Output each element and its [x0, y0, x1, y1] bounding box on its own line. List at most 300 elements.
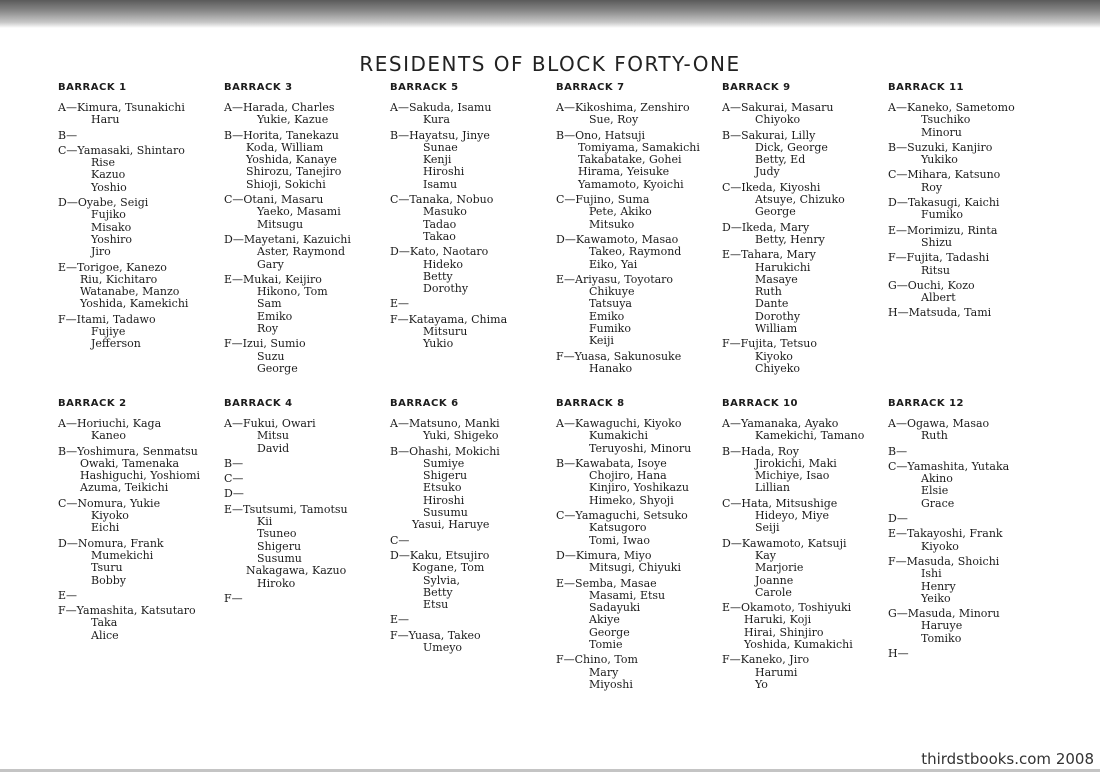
- apartment-entry: [58, 102, 224, 127]
- resident-name: Ishi: [921, 567, 942, 581]
- resident-name: Sam: [257, 297, 282, 311]
- apartment-head-name: D—Nomura, Frank: [58, 536, 164, 550]
- resident-name: Yoshida, Kumakichi: [744, 638, 853, 652]
- resident-name: David: [257, 441, 290, 455]
- resident-name: Tadao: [423, 217, 457, 231]
- resident-name: Hiroshi: [423, 165, 465, 179]
- resident-name: Miyoshi: [589, 677, 633, 691]
- apartment-head-name: A—Kaneko, Sametomo: [888, 101, 1015, 114]
- apartment-head-name: D—Kawamoto, Katsuji: [722, 536, 847, 550]
- resident-name: Azuma, Teikichi: [80, 481, 169, 495]
- resident-name: Atsuye, Chizuko: [755, 193, 845, 207]
- apartment-head-name: F—: [224, 591, 243, 605]
- resident-name: Sue, Roy: [589, 113, 639, 127]
- apartment-head-name: E—: [58, 588, 78, 602]
- barrack-column: [556, 398, 722, 728]
- apartment-entry: [58, 590, 224, 602]
- resident-name: Kazuo: [91, 168, 126, 182]
- apartment-entry: [224, 194, 390, 231]
- resident-name: Henry: [921, 579, 956, 593]
- resident-name: Kiyoko: [755, 349, 793, 363]
- apartment-head-name: F—Izui, Sumio: [224, 337, 306, 351]
- resident-name: Emiko: [257, 309, 293, 323]
- resident-name: Albert: [921, 291, 956, 305]
- resident-name: Teruyoshi, Minoru: [589, 441, 692, 455]
- apartment-entry: [888, 280, 1054, 305]
- apartment-head-name: C—: [390, 533, 410, 547]
- apartment-entry: [722, 446, 888, 495]
- resident-name: Nakagawa, Kazuo: [246, 564, 347, 578]
- apartment-head-name: D—: [224, 487, 244, 501]
- apartment-entry: [722, 130, 888, 179]
- apartment-entry: [58, 197, 224, 258]
- resident-name: Mary: [589, 665, 619, 679]
- apartment-entry: [390, 194, 556, 243]
- resident-name: Hanako: [589, 361, 633, 375]
- resident-name: Alice: [91, 628, 119, 642]
- resident-name: Jiro: [91, 245, 111, 259]
- resident-name: Tomiko: [921, 631, 962, 645]
- apartment-entry: [888, 608, 1054, 645]
- barrack-heading: BARRACK 1: [58, 82, 127, 93]
- apartment-head-name: F—Kaneko, Jiro: [722, 653, 810, 667]
- apartment-head-name: F—Katayama, Chima: [390, 312, 508, 326]
- apartment-entry: [888, 461, 1054, 510]
- apartment-head-name: E—Takayoshi, Frank: [888, 527, 1003, 541]
- resident-name: Roy: [921, 180, 943, 194]
- resident-name: Ruth: [755, 285, 782, 299]
- apartment-head-name: C—Yamashita, Yutaka: [888, 459, 1010, 473]
- resident-name: Dante: [755, 297, 789, 311]
- page-title: RESIDENTS OF BLOCK FORTY-ONE: [359, 52, 741, 76]
- resident-name: Watanabe, Manzo: [80, 285, 180, 299]
- resident-name: Tomie: [589, 638, 623, 652]
- apartment-head-name: D—Kato, Naotaro: [390, 245, 489, 259]
- resident-name: Etsu: [423, 598, 449, 612]
- barrack-heading: BARRACK 3: [224, 82, 293, 93]
- apartment-entry: [556, 510, 722, 547]
- apartment-head-name: C—Yamasaki, Shintaro: [58, 143, 185, 157]
- resident-name: Himeko, Shyoji: [589, 493, 674, 507]
- apartment-entry: [556, 418, 722, 455]
- resident-name: Shirozu, Tanejiro: [246, 165, 342, 179]
- apartment-entry: [888, 556, 1054, 605]
- apartment-entry: [722, 654, 888, 691]
- apartment-head-name: C—Nomura, Yukie: [58, 496, 161, 510]
- apartment-head-name: F—Yuasa, Takeo: [390, 628, 481, 642]
- apartment-head-name: D—: [888, 512, 908, 526]
- apartment-head-name: F—Yuasa, Sakunosuke: [556, 349, 682, 363]
- resident-name: Isamu: [423, 177, 458, 191]
- resident-name: Harukichi: [755, 260, 811, 274]
- apartment-entry: [390, 614, 556, 626]
- apartment-head-name: H—Matsuda, Tami: [888, 306, 992, 320]
- apartment-entry: [556, 654, 722, 691]
- resident-name: Kamekichi, Tamano: [755, 429, 865, 443]
- apartment-entry: [58, 262, 224, 311]
- apartment-entry: [390, 418, 556, 443]
- resident-name: Haruki, Koji: [744, 613, 812, 627]
- resident-name: Owaki, Tamenaka: [80, 456, 180, 470]
- apartment-head-name: B—Sakurai, Lilly: [722, 128, 816, 142]
- barrack-heading: BARRACK 11: [888, 82, 964, 93]
- apartment-head-name: G—Masuda, Minoru: [888, 607, 1000, 621]
- resident-name: Hiroko: [257, 576, 296, 590]
- apartment-head-name: D—Ikeda, Mary: [722, 220, 810, 234]
- resident-name: Tatsuya: [589, 297, 632, 311]
- apartment-head-name: B—Hada, Roy: [722, 444, 799, 458]
- barrack-column: [722, 398, 888, 728]
- resident-name: Joanne: [755, 573, 794, 587]
- resident-name: Sadayuki: [589, 601, 641, 615]
- resident-name: Gary: [257, 257, 284, 271]
- resident-name: Dorothy: [755, 309, 801, 323]
- resident-name: Hashiguchi, Yoshiomi: [80, 469, 201, 483]
- barrack-heading: BARRACK 7: [556, 82, 625, 93]
- resident-name: Kinjiro, Yoshikazu: [589, 481, 689, 495]
- barrack-column: [390, 82, 556, 412]
- apartment-head-name: F—Itami, Tadawo: [58, 312, 156, 326]
- resident-name: Tsuneo: [257, 527, 297, 541]
- resident-name: Taka: [91, 616, 118, 630]
- resident-name: Tomi, Iwao: [589, 533, 650, 547]
- apartment-head-name: D—Mayetani, Kazuichi: [224, 232, 351, 246]
- apartment-entry: [58, 538, 224, 587]
- resident-name: Susumu: [257, 551, 302, 565]
- resident-name: Ritsu: [921, 263, 950, 277]
- resident-name: Mitsuru: [423, 325, 468, 339]
- resident-name: Kii: [257, 515, 273, 529]
- resident-name: Riu, Kichitaro: [80, 272, 158, 286]
- barrack-heading: BARRACK 10: [722, 398, 798, 409]
- resident-name: Akino: [921, 472, 953, 486]
- barrack-heading: BARRACK 4: [224, 398, 293, 409]
- apartment-head-name: A—Horiuchi, Kaga: [58, 417, 162, 430]
- resident-name: Hirai, Shinjiro: [744, 625, 824, 639]
- resident-name: Tsuru: [91, 561, 123, 575]
- apartment-head-name: E—Semba, Masae: [556, 576, 657, 590]
- apartment-head-name: E—: [390, 297, 410, 311]
- resident-name: Yoshio: [91, 180, 127, 194]
- resident-name: Kaneo: [91, 429, 126, 443]
- resident-name: Hirama, Yeisuke: [578, 165, 670, 179]
- resident-name: Hideko: [423, 257, 463, 271]
- resident-name: Elsie: [921, 484, 949, 498]
- apartment-head-name: E—Okamoto, Toshiyuki: [722, 601, 852, 615]
- resident-name: Koda, William: [246, 140, 324, 154]
- apartment-head-name: C—Hata, Mitsushige: [722, 496, 838, 510]
- apartment-entry: [58, 605, 224, 642]
- resident-name: Yoshiro: [91, 232, 133, 246]
- resident-name: Yuki, Shigeko: [423, 429, 499, 443]
- barrack-column: [58, 82, 224, 412]
- resident-name: Roy: [257, 322, 279, 336]
- apartment-entry: [58, 498, 224, 535]
- apartment-entry: [888, 169, 1054, 194]
- apartment-head-name: B—Suzuki, Kanjiro: [888, 140, 993, 154]
- resident-name: Hideyo, Miye: [755, 509, 829, 523]
- resident-name: Hiroshi: [423, 493, 465, 507]
- resident-name: Eiko, Yai: [589, 257, 638, 271]
- resident-name: Mitsuko: [589, 217, 635, 231]
- barrack-heading: BARRACK 6: [390, 398, 459, 409]
- apartment-head-name: A—Ogawa, Masao: [888, 417, 990, 430]
- apartment-head-name: E—Torigoe, Kanezo: [58, 260, 167, 274]
- barrack-column: [224, 82, 390, 412]
- resident-name: Dick, George: [755, 140, 828, 154]
- barrack-column: [888, 398, 1054, 728]
- apartment-entry: [556, 274, 722, 348]
- apartment-entry: [58, 314, 224, 351]
- page-binding-shadow: [0, 0, 1100, 28]
- resident-name: Kenji: [423, 153, 452, 167]
- apartment-entry: [224, 458, 390, 470]
- apartment-head-name: H—: [888, 647, 909, 661]
- apartment-head-name: F—Masuda, Shoichi: [888, 554, 1000, 568]
- resident-name: Chikuye: [589, 285, 635, 299]
- resident-name: Masami, Etsu: [589, 588, 666, 602]
- apartment-entry: [722, 338, 888, 375]
- barrack-heading: BARRACK 2: [58, 398, 127, 409]
- resident-name: Yamamoto, Kyoichi: [578, 177, 684, 191]
- resident-name: Yasui, Haruye: [412, 518, 490, 532]
- barrack-row-even: [0, 398, 1100, 728]
- apartment-head-name: F—Chino, Tom: [556, 653, 638, 667]
- apartment-entry: [224, 338, 390, 375]
- apartment-entry: [888, 528, 1054, 553]
- apartment-entry: [224, 102, 390, 127]
- resident-name: Mitsugu: [257, 217, 304, 231]
- resident-name: Fujiye: [91, 325, 126, 339]
- apartment-head-name: A—Yamanaka, Ayako: [722, 417, 839, 430]
- apartment-entry: [58, 418, 224, 443]
- resident-name: Umeyo: [423, 641, 463, 655]
- resident-name: Pete, Akiko: [589, 205, 652, 219]
- apartment-head-name: E—Tahara, Mary: [722, 248, 816, 262]
- resident-name: Chiyeko: [755, 361, 801, 375]
- resident-name: Yoshida, Kamekichi: [80, 297, 189, 311]
- apartment-entry: [722, 102, 888, 127]
- apartment-entry: [556, 194, 722, 231]
- apartment-head-name: F—Fujita, Tadashi: [888, 251, 990, 265]
- resident-name: Suzu: [257, 349, 285, 363]
- apartment-entry: [58, 446, 224, 495]
- apartment-head-name: D—Kimura, Miyo: [556, 548, 652, 562]
- apartment-head-name: A—Kikoshima, Zenshiro: [556, 101, 690, 114]
- apartment-head-name: C—Otani, Masaru: [224, 193, 324, 207]
- apartment-entry: [390, 246, 556, 295]
- resident-name: Tomiyama, Samakichi: [578, 140, 700, 154]
- apartment-head-name: C—Mihara, Katsuno: [888, 168, 1001, 182]
- apartment-head-name: E—Tsutsumi, Tamotsu: [224, 502, 348, 516]
- resident-name: Judy: [755, 165, 780, 179]
- apartment-head-name: A—Matsuno, Manki: [390, 417, 500, 430]
- resident-name: Shigeru: [257, 539, 302, 553]
- apartment-entry: [722, 222, 888, 247]
- apartment-head-name: F—Yamashita, Katsutaro: [58, 604, 196, 618]
- apartment-entry: [722, 249, 888, 335]
- apartment-head-name: A—Kimura, Tsunakichi: [58, 101, 185, 114]
- apartment-entry: [722, 602, 888, 651]
- resident-name: Betty, Ed: [755, 153, 806, 167]
- resident-name: Fumiko: [589, 322, 631, 336]
- resident-name: Minoru: [921, 125, 962, 139]
- resident-name: Keiji: [589, 334, 614, 348]
- resident-name: Marjorie: [755, 561, 804, 575]
- barrack-heading: BARRACK 5: [390, 82, 459, 93]
- apartment-entry: [390, 130, 556, 191]
- apartment-entry: [224, 504, 390, 590]
- resident-name: Betty: [423, 269, 453, 283]
- barrack-heading: BARRACK 9: [722, 82, 791, 93]
- resident-name: Betty, Henry: [755, 232, 825, 246]
- apartment-head-name: C—: [224, 472, 244, 486]
- apartment-head-name: E—Ariyasu, Toyotaro: [556, 272, 674, 286]
- resident-name: Akiye: [589, 613, 620, 627]
- apartment-head-name: D—Oyabe, Seigi: [58, 196, 149, 210]
- resident-name: George: [257, 361, 298, 375]
- apartment-entry: [556, 550, 722, 575]
- apartment-entry: [722, 418, 888, 443]
- resident-name: Yo: [755, 677, 768, 691]
- resident-name: Takeo, Raymond: [589, 245, 682, 259]
- resident-name: Bobby: [91, 573, 127, 587]
- resident-name: Kiyoko: [91, 509, 129, 523]
- apartment-entry: [722, 538, 888, 599]
- apartment-head-name: B—Ohashi, Mokichi: [390, 444, 500, 458]
- apartment-entry: [224, 234, 390, 271]
- apartment-entry: [224, 473, 390, 485]
- resident-name: Chiyoko: [755, 113, 801, 127]
- barrack-column: [390, 398, 556, 728]
- resident-name: Emiko: [589, 309, 625, 323]
- resident-name: Mumekichi: [91, 548, 154, 562]
- resident-name: Aster, Raymond: [257, 245, 346, 259]
- apartment-entry: [556, 102, 722, 127]
- barrack-heading: BARRACK 12: [888, 398, 964, 409]
- resident-name: Yukio: [423, 337, 454, 351]
- resident-name: Yukie, Kazue: [257, 113, 329, 127]
- apartment-head-name: A—Kawaguchi, Kiyoko: [556, 417, 682, 430]
- apartment-entry: [556, 130, 722, 191]
- apartment-entry: [390, 314, 556, 351]
- resident-name: Katsugoro: [589, 521, 647, 535]
- resident-name: Masaye: [755, 272, 798, 286]
- resident-name: Mitsugi, Chiyuki: [589, 561, 681, 575]
- resident-name: Betty: [423, 585, 453, 599]
- apartment-entry: [556, 458, 722, 507]
- resident-name: Takao: [423, 229, 456, 243]
- apartment-head-name: A—Sakurai, Masaru: [722, 101, 834, 114]
- resident-name: Lillian: [755, 481, 791, 495]
- apartment-entry: [888, 418, 1054, 443]
- resident-name: Takabatake, Gohei: [578, 153, 682, 167]
- resident-name: Hikono, Tom: [257, 285, 328, 299]
- resident-name: Michiye, Isao: [755, 469, 830, 483]
- apartment-head-name: C—Ikeda, Kiyoshi: [722, 180, 821, 194]
- apartment-head-name: B—Horita, Tanekazu: [224, 128, 339, 142]
- barrack-column: [224, 398, 390, 728]
- apartment-head-name: C—Fujino, Suma: [556, 193, 650, 207]
- resident-name: Chojiro, Hana: [589, 469, 667, 483]
- resident-name: Kogane, Tom: [412, 561, 485, 575]
- resident-name: Etsuko: [423, 481, 462, 495]
- resident-name: George: [755, 205, 796, 219]
- apartment-entry: [888, 197, 1054, 222]
- resident-name: Jirokichi, Maki: [755, 456, 837, 470]
- apartment-entry: [722, 182, 888, 219]
- apartment-entry: [888, 142, 1054, 167]
- resident-name: Yoshida, Kanaye: [246, 153, 337, 167]
- apartment-head-name: F—Fujita, Tetsuo: [722, 337, 818, 351]
- apartment-entry: [58, 145, 224, 194]
- resident-name: Grace: [921, 496, 955, 510]
- resident-name: Sunae: [423, 140, 458, 154]
- apartment-head-name: B—Ono, Hatsuji: [556, 128, 646, 142]
- apartment-entry: [390, 535, 556, 547]
- apartment-entry: [888, 252, 1054, 277]
- apartment-entry: [556, 578, 722, 652]
- resident-name: Yukiko: [921, 153, 958, 167]
- resident-name: Haruye: [921, 619, 963, 633]
- apartment-head-name: D—Kawamoto, Masao: [556, 232, 679, 246]
- resident-name: Masuko: [423, 205, 467, 219]
- resident-name: Jefferson: [91, 337, 141, 351]
- apartment-head-name: D—Takasugi, Kaichi: [888, 196, 1000, 210]
- apartment-entry: [224, 130, 390, 191]
- resident-name: Yeiko: [921, 591, 951, 605]
- apartment-entry: [556, 351, 722, 376]
- apartment-head-name: C—Tanaka, Nobuo: [390, 193, 494, 207]
- apartment-entry: [888, 307, 1054, 319]
- apartment-entry: [888, 513, 1054, 525]
- resident-name: Yaeko, Masami: [257, 205, 341, 219]
- resident-name: Seiji: [755, 521, 780, 535]
- apartment-head-name: E—Morimizu, Rinta: [888, 223, 998, 237]
- resident-name: Sumiye: [423, 456, 465, 470]
- apartment-entry: [390, 550, 556, 611]
- resident-name: Shigeru: [423, 469, 468, 483]
- barrack-row-odd: [0, 82, 1100, 412]
- resident-name: Harumi: [755, 665, 798, 679]
- apartment-head-name: B—Hayatsu, Jinye: [390, 128, 490, 142]
- apartment-entry: [58, 130, 224, 142]
- resident-name: Fujiko: [91, 208, 126, 222]
- apartment-head-name: B—: [224, 456, 244, 470]
- apartment-entry: [390, 446, 556, 532]
- resident-name: Eichi: [91, 521, 120, 535]
- resident-name: Susumu: [423, 506, 468, 520]
- barrack-column: [58, 398, 224, 728]
- resident-name: Dorothy: [423, 282, 469, 296]
- apartment-entry: [390, 102, 556, 127]
- apartment-head-name: C—Yamaguchi, Setsuko: [556, 509, 688, 523]
- resident-name: Kay: [755, 548, 776, 562]
- resident-name: George: [589, 625, 630, 639]
- apartment-entry: [224, 274, 390, 335]
- apartment-head-name: A—Fukui, Owari: [224, 417, 316, 430]
- resident-name: Kumakichi: [589, 429, 648, 443]
- apartment-entry: [224, 593, 390, 605]
- apartment-entry: [390, 298, 556, 310]
- resident-name: William: [755, 322, 798, 336]
- barrack-column: [556, 82, 722, 412]
- barrack-column: [888, 82, 1054, 412]
- apartment-head-name: B—Yoshimura, Senmatsu: [58, 444, 198, 458]
- apartment-entry: [224, 418, 390, 455]
- resident-name: Shizu: [921, 235, 953, 249]
- resident-name: Ruth: [921, 429, 948, 443]
